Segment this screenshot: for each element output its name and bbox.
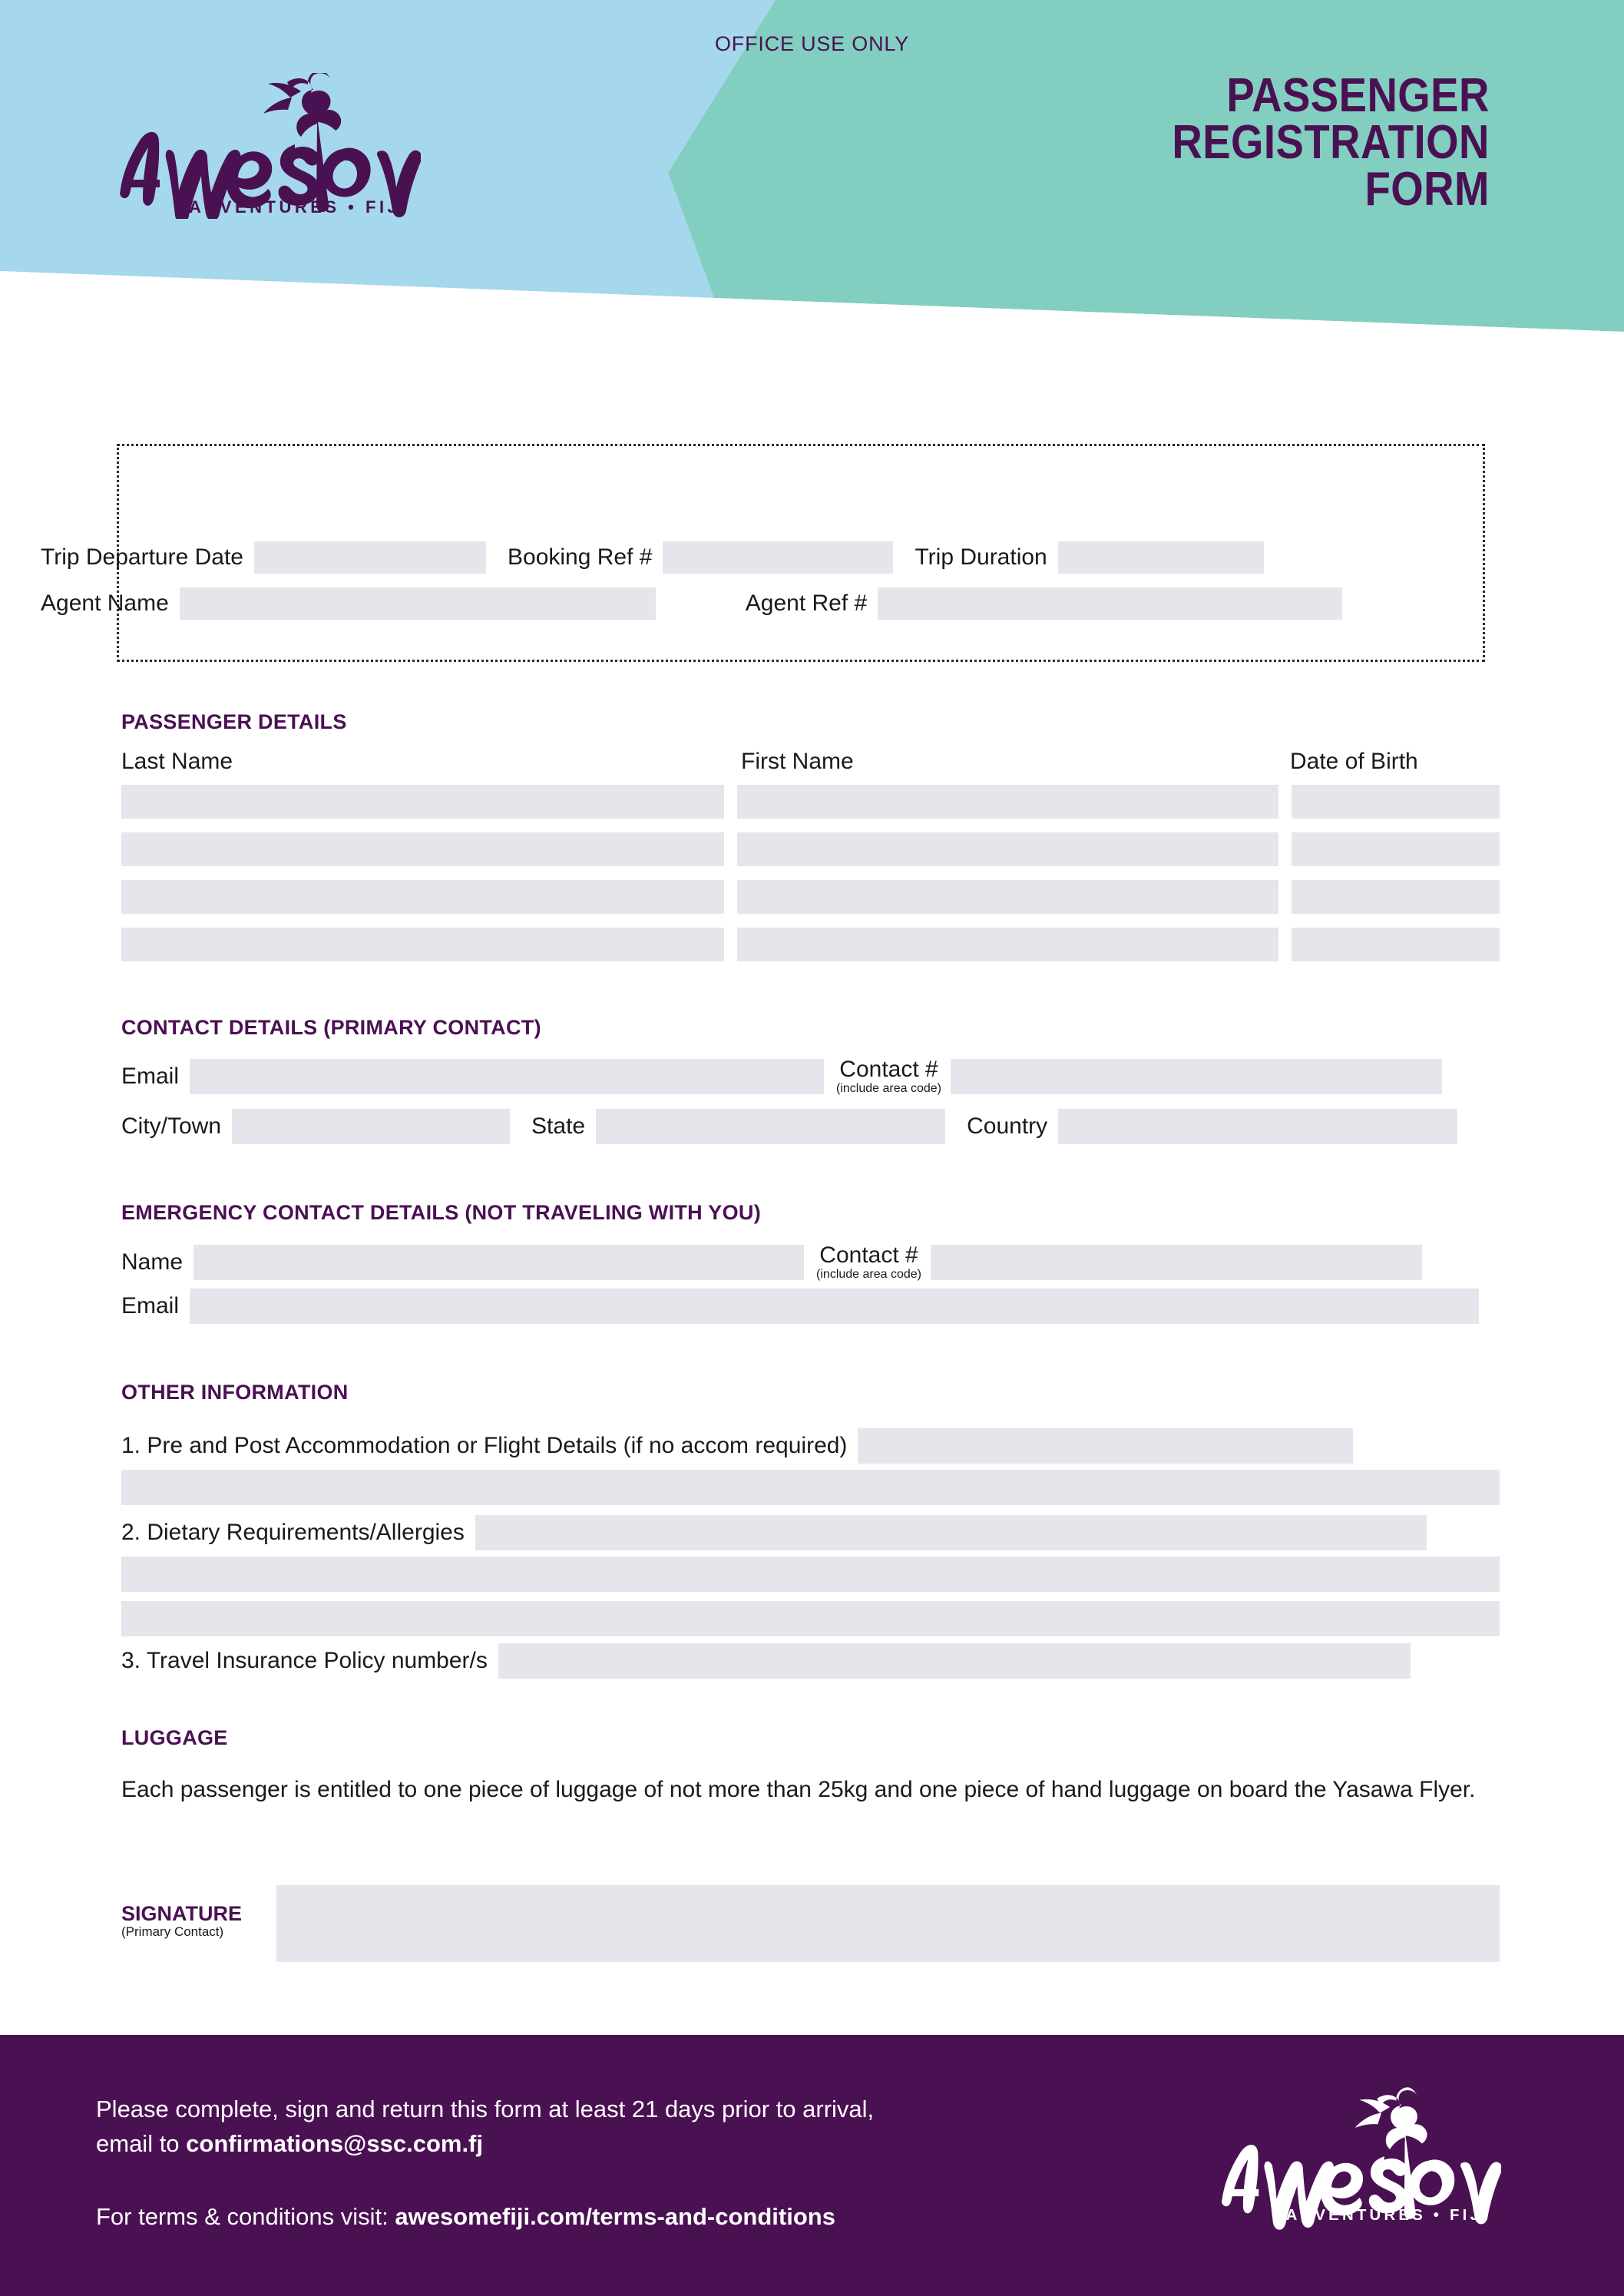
other-info-item-2-input-line2[interactable] (121, 1557, 1500, 1592)
footer-terms-prefix: For terms & conditions visit: (96, 2203, 395, 2230)
agent-name-input[interactable] (180, 587, 656, 620)
passenger-first-name-input[interactable] (737, 880, 1278, 914)
emergency-name-input[interactable] (193, 1245, 804, 1280)
emergency-email-input[interactable] (190, 1289, 1479, 1324)
emergency-email-label: Email (121, 1293, 180, 1318)
column-header-last-name: Last Name (121, 749, 233, 774)
other-info-item-3-row (121, 1643, 1411, 1679)
emergency-contact-heading: EMERGENCY CONTACT DETAILS (NOT TRAVELING WITH YOU) (121, 1201, 761, 1224)
contact-email-input[interactable] (190, 1059, 824, 1094)
luggage-text: Each passenger is entitled to one piece of luggage of not more than 25kg and one piece of hand luggage on board the Yasawa Flyer. (121, 1777, 1476, 1802)
emergency-contact-number-sublabel: (include area code) (816, 1268, 921, 1281)
passenger-last-name-input[interactable] (121, 880, 724, 914)
page-title (1172, 69, 1490, 216)
other-info-item-1-row (121, 1428, 1353, 1464)
passenger-dob-input[interactable] (1292, 785, 1500, 819)
agent-name-label: Agent Name (41, 591, 169, 616)
footer-instructions (96, 2093, 874, 2162)
other-information-heading: OTHER INFORMATION (121, 1381, 349, 1404)
country-label: Country (967, 1113, 1048, 1139)
contact-number-label: Contact # (839, 1057, 938, 1082)
city-town-label: City/Town (121, 1113, 222, 1139)
brand-logo-header (98, 73, 421, 219)
emergency-email-row (121, 1289, 1479, 1324)
contact-email-row (121, 1058, 1442, 1095)
agent-ref-input[interactable] (878, 587, 1342, 620)
booking-ref-label: Booking Ref # (508, 544, 653, 570)
emergency-contact-number-input[interactable] (931, 1245, 1422, 1280)
footer-terms-link[interactable]: awesomefiji.com/terms-and-conditions (395, 2203, 835, 2230)
page-title-line1: PASSENGER (1226, 69, 1490, 122)
other-info-item-2-row (121, 1515, 1427, 1550)
other-info-item-3-input[interactable] (498, 1643, 1411, 1679)
column-header-first-name: First Name (741, 749, 854, 774)
passenger-first-name-input[interactable] (737, 928, 1278, 961)
state-input[interactable] (596, 1109, 945, 1144)
office-use-row-1 (41, 541, 1264, 574)
other-info-item-1-label: 1. Pre and Post Accommodation or Flight Details (if no accom required) (121, 1433, 848, 1458)
trip-departure-date-label: Trip Departure Date (41, 544, 243, 570)
contact-number-label-group (836, 1058, 941, 1095)
contact-email-label: Email (121, 1064, 180, 1089)
contact-details-heading: CONTACT DETAILS (PRIMARY CONTACT) (121, 1016, 541, 1039)
booking-ref-input[interactable] (663, 541, 893, 574)
footer-email-link[interactable]: confirmations@ssc.com.fj (186, 2129, 483, 2157)
passenger-dob-input[interactable] (1292, 928, 1500, 961)
other-info-item-2-input[interactable] (475, 1515, 1427, 1550)
other-info-item-2-label: 2. Dietary Requirements/Allergies (121, 1520, 465, 1545)
office-use-only-title: OFFICE USE ONLY (714, 32, 910, 55)
other-info-item-2-input-line3[interactable] (121, 1601, 1500, 1636)
trip-departure-date-input[interactable] (254, 541, 486, 574)
contact-number-input[interactable] (951, 1059, 1442, 1094)
emergency-contact-number-label-group (816, 1244, 921, 1281)
page-title-line3: FORM (1364, 162, 1490, 216)
page-title-line2: REGISTRATION (1172, 115, 1490, 169)
passenger-first-name-input[interactable] (737, 785, 1278, 819)
other-info-item-1-input-line2[interactable] (121, 1470, 1500, 1505)
other-info-item-1-input[interactable] (858, 1428, 1353, 1464)
signature-sublabel: (Primary Contact) (121, 1924, 224, 1939)
signature-label: SIGNATURE (121, 1902, 243, 1925)
emergency-contact-number-label: Contact # (819, 1242, 918, 1268)
passenger-last-name-input[interactable] (121, 928, 724, 961)
passenger-last-name-input[interactable] (121, 785, 724, 819)
svg-text:ADVENTURES • FIJI: ADVENTURES • FIJI (1285, 2206, 1490, 2224)
brand-logo-footer (1202, 2081, 1501, 2235)
footer-terms (96, 2200, 835, 2235)
passenger-dob-input[interactable] (1292, 880, 1500, 914)
trip-duration-input[interactable] (1058, 541, 1264, 574)
signature-input[interactable] (276, 1885, 1500, 1962)
svg-text:ADVENTURES • FIJI: ADVENTURES • FIJI (189, 197, 408, 217)
city-town-input[interactable] (232, 1109, 510, 1144)
column-header-date-of-birth: Date of Birth (1290, 749, 1418, 774)
contact-number-sublabel: (include area code) (836, 1082, 941, 1095)
state-label: State (531, 1113, 586, 1139)
trip-duration-label: Trip Duration (915, 544, 1047, 570)
passenger-last-name-input[interactable] (121, 832, 724, 866)
luggage-heading: LUGGAGE (121, 1726, 228, 1749)
page-footer (0, 2035, 1624, 2296)
emergency-name-row (121, 1244, 1422, 1281)
agent-ref-label: Agent Ref # (745, 591, 868, 616)
contact-location-row (121, 1109, 1457, 1144)
passenger-first-name-input[interactable] (737, 832, 1278, 866)
passenger-dob-input[interactable] (1292, 832, 1500, 866)
footer-instructions-line2: email to (96, 2129, 187, 2157)
footer-instructions-line1: Please complete, sign and return this form at least 21 days prior to arrival, (96, 2096, 875, 2122)
country-input[interactable] (1058, 1109, 1457, 1144)
passenger-details-heading: PASSENGER DETAILS (121, 710, 347, 733)
emergency-name-label: Name (121, 1249, 184, 1275)
office-use-row-2 (41, 587, 1342, 620)
other-info-item-3-label: 3. Travel Insurance Policy number/s (121, 1648, 488, 1673)
